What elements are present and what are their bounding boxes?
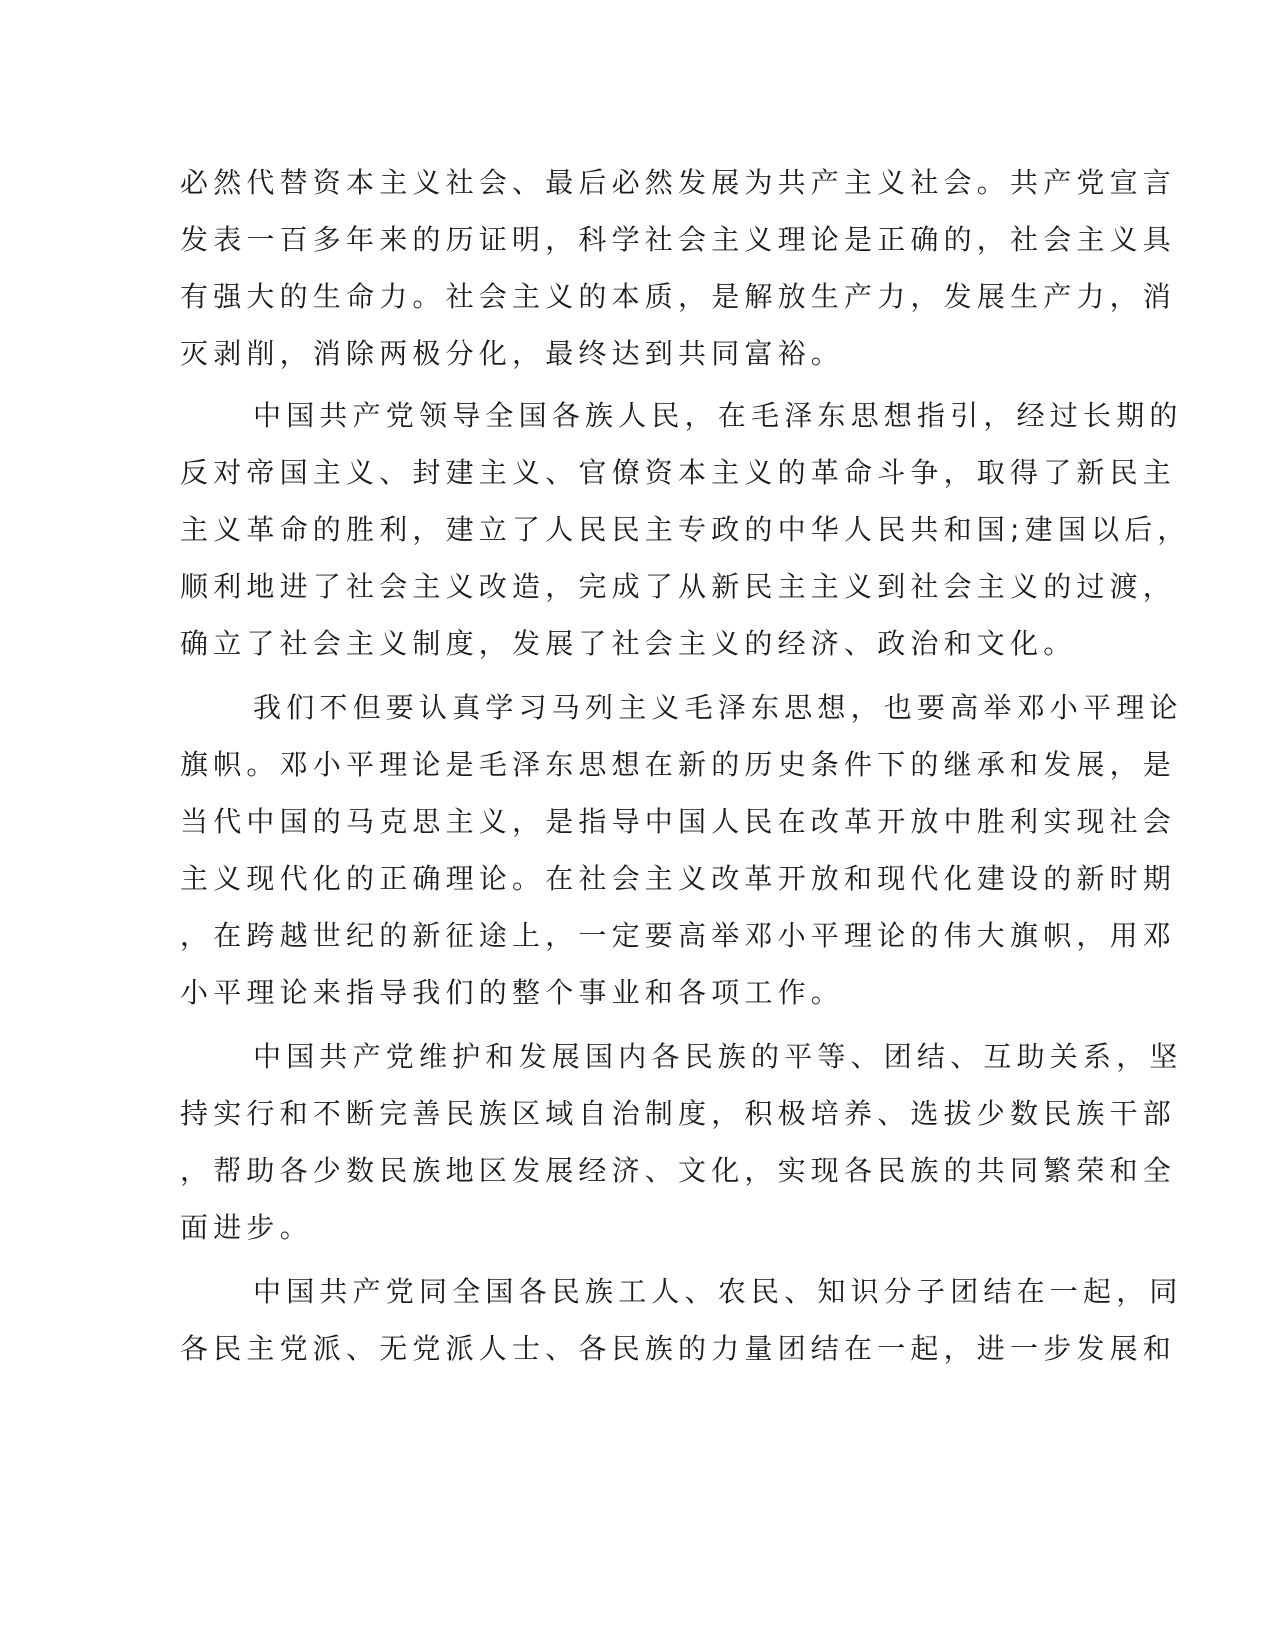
text-line: 主义革命的胜利，建立了人民民主专政的中华人民共和国;建国以后， [180, 513, 1191, 546]
text-line: 持实行和不断完善民族区域自治制度，积极培养、选拔少数民族干部 [180, 1097, 1177, 1130]
text-line: 各民主党派、无党派人士、各民族的力量团结在一起，进一步发展和 [180, 1332, 1177, 1365]
paragraph-first-line: 中国共产党维护和发展国内各民族的平等、团结、互助关系，坚 [253, 1040, 1183, 1073]
text-line: 当代中国的马克思主义，是指导中国人民在改革开放中胜利实现社会 [180, 805, 1177, 838]
text-line: 必然代替资本主义社会、最后必然发展为共产主义社会。共产党宣言 [180, 166, 1177, 199]
text-line: 确立了社会主义制度，发展了社会主义的经济、政治和文化。 [180, 627, 1077, 660]
text-line: 有强大的生命力。社会主义的本质，是解放生产力，发展生产力，消 [180, 280, 1177, 313]
text-line: ，在跨越世纪的新征途上，一定要高举邓小平理论的伟大旗帜，用邓 [180, 919, 1177, 952]
paragraph-first-line: 中国共产党同全国各民族工人、农民、知识分子团结在一起，同 [253, 1275, 1183, 1308]
paragraph-first-line: 中国共产党领导全国各族人民，在毛泽东思想指引，经过长期的 [253, 399, 1183, 432]
text-line: 旗帜。邓小平理论是毛泽东思想在新的历史条件下的继承和发展，是 [180, 748, 1177, 781]
text-line: 主义现代化的正确理论。在社会主义改革开放和现代化建设的新时期 [180, 862, 1177, 895]
text-line: 小平理论来指导我们的整个事业和各项工作。 [180, 976, 845, 1009]
text-line: 顺利地进了社会主义改造，完成了从新民主主义到社会主义的过渡， [180, 570, 1177, 603]
text-line: 灭剥削，消除两极分化，最终达到共同富裕。 [180, 337, 845, 370]
text-line: ，帮助各少数民族地区发展经济、文化，实现各民族的共同繁荣和全 [180, 1154, 1177, 1187]
text-line: 发表一百多年来的历证明，科学社会主义理论是正确的，社会主义具 [180, 223, 1177, 256]
text-line: 面进步。 [180, 1211, 313, 1244]
text-line: 反对帝国主义、封建主义、官僚资本主义的革命斗争，取得了新民主 [180, 456, 1177, 489]
paragraph-first-line: 我们不但要认真学习马列主义毛泽东思想，也要高举邓小平理论 [253, 691, 1183, 724]
